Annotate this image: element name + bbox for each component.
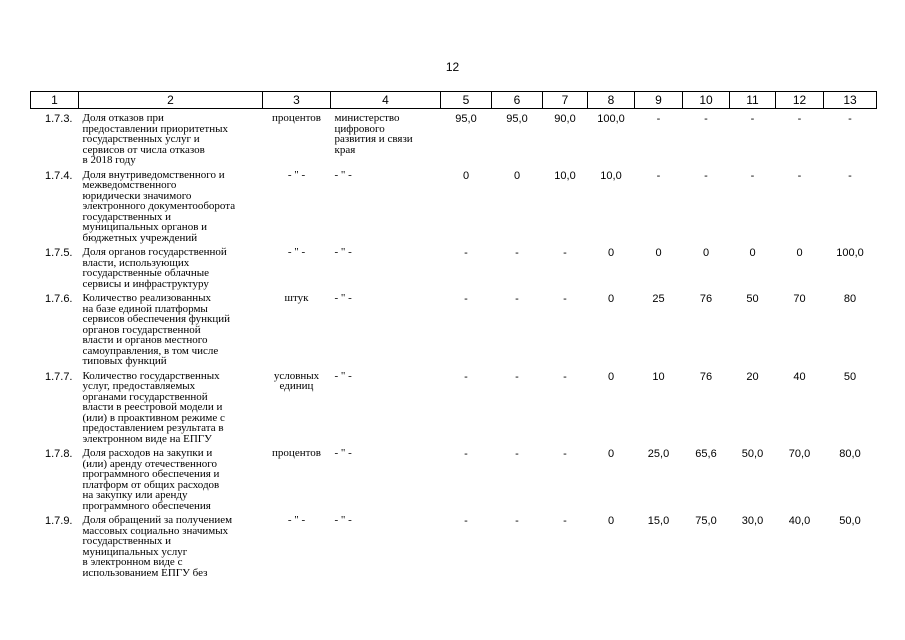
- value-col-8: 0: [607, 515, 615, 527]
- value-col-9: 25: [652, 293, 665, 305]
- responsible-agency: - " -: [334, 514, 352, 526]
- indicator-name: Доля органов государственной власти, использующих государственные облачные сервисы и инфраструктуру: [82, 246, 227, 290]
- value-col-10: 0: [702, 247, 710, 259]
- value-col-10: 76: [699, 293, 713, 305]
- table-row: [31, 511, 877, 578]
- responsible-agency: министерство цифрового развития и связи края: [334, 112, 413, 156]
- unit-of-measure: - " -: [287, 246, 306, 258]
- value-col-12: -: [797, 113, 802, 125]
- value-col-10: 65,6: [695, 448, 717, 460]
- value-col-6: -: [515, 247, 519, 259]
- value-col-12: 70: [793, 293, 806, 305]
- column-header-7: 7: [543, 92, 588, 109]
- column-header-12: 12: [776, 92, 824, 109]
- column-number-header-row: [31, 92, 877, 109]
- responsible-agency: - " -: [334, 369, 352, 382]
- value-col-11: 20: [746, 370, 759, 383]
- value-col-5: -: [464, 515, 468, 527]
- value-col-11: -: [750, 169, 755, 182]
- value-col-11: 50,0: [741, 448, 764, 460]
- value-col-5: -: [464, 370, 468, 383]
- value-col-13: 50: [843, 370, 857, 383]
- indicator-name: Доля обращений за получением массовых социально значимых государственных и муниципальных услуг в электронном виде с использованием ЕПГУ без: [82, 514, 233, 579]
- value-col-11: -: [750, 113, 755, 125]
- value-col-5: -: [464, 247, 468, 259]
- indicator-name: Доля расходов на закупки и (или) аренду отечественного программного обеспечения и платформ от общих расходов на закупку или аренду программного обеспечения: [82, 447, 220, 512]
- value-col-9: 25,0: [647, 448, 670, 460]
- value-col-9: -: [656, 169, 661, 182]
- column-header-13: 13: [824, 92, 877, 109]
- value-col-9: 0: [655, 247, 662, 259]
- value-col-11: 30,0: [741, 515, 764, 527]
- column-header-3: 3: [263, 92, 331, 109]
- value-col-6: 0: [513, 169, 521, 182]
- value-col-5: 95,0: [455, 113, 477, 125]
- value-col-8: 0: [607, 448, 615, 460]
- value-col-7: -: [563, 247, 567, 259]
- unit-of-measure: процентов: [272, 112, 321, 124]
- value-col-13: -: [848, 113, 852, 125]
- column-header-2: 2: [79, 92, 263, 109]
- value-col-7: -: [563, 515, 567, 527]
- value-col-13: 80,0: [839, 448, 861, 460]
- value-col-10: 75,0: [695, 515, 717, 527]
- value-col-12: 70,0: [788, 448, 811, 460]
- value-col-13: 80: [843, 293, 857, 305]
- column-header-9: 9: [635, 92, 683, 109]
- row-number: 1.7.9.: [44, 515, 73, 527]
- value-col-7: -: [563, 293, 567, 305]
- row-number: 1.7.8.: [44, 448, 73, 460]
- row-number: 1.7.5.: [44, 247, 73, 259]
- value-col-11: 0: [749, 247, 756, 259]
- page-number: 12: [445, 60, 460, 74]
- value-col-9: 10: [652, 370, 665, 383]
- value-col-8: 0: [607, 370, 615, 383]
- indicator-name: Доля отказов при предоставлении приоритетных государственных услуг и сервисов от числа отказов в 2018 году: [82, 112, 228, 166]
- table-row: [31, 243, 877, 289]
- value-col-8: 0: [607, 247, 615, 259]
- indicators-table: [30, 91, 877, 578]
- value-col-6: -: [515, 515, 519, 527]
- column-header-6: 6: [492, 92, 543, 109]
- value-col-7: 10,0: [554, 169, 576, 182]
- value-col-12: 40,0: [788, 515, 811, 527]
- column-header-8: 8: [588, 92, 635, 109]
- value-col-8: 10,0: [600, 169, 622, 182]
- column-header-5: 5: [441, 92, 492, 109]
- responsible-agency: - " -: [334, 447, 352, 459]
- value-col-13: 50,0: [839, 515, 861, 527]
- value-col-12: -: [797, 169, 802, 182]
- value-col-6: -: [515, 370, 519, 383]
- table-body: [31, 109, 877, 579]
- unit-of-measure: условных единиц: [273, 369, 320, 392]
- value-col-7: -: [563, 370, 567, 383]
- value-col-8: 100,0: [597, 113, 625, 125]
- value-col-6: -: [515, 293, 519, 305]
- table-row: [31, 166, 877, 244]
- column-header-11: 11: [730, 92, 776, 109]
- indicator-name: Количество государственных услуг, предоставляемых органами государственной власти в реестровой модели и (или) в проактивном режиме с предоставлением результата в электронном виде на ЕПГУ: [82, 369, 225, 445]
- responsible-agency: - " -: [334, 246, 352, 258]
- value-col-12: 40: [793, 370, 806, 383]
- value-col-5: -: [464, 448, 468, 460]
- unit-of-measure: процентов: [272, 447, 321, 459]
- value-col-10: -: [704, 113, 708, 125]
- value-col-13: 100,0: [836, 247, 864, 259]
- value-col-9: 15,0: [647, 515, 670, 527]
- table-row: [31, 444, 877, 511]
- value-col-6: 95,0: [506, 113, 528, 125]
- value-col-13: -: [848, 169, 852, 182]
- responsible-agency: - " -: [334, 292, 352, 304]
- value-col-8: 0: [607, 293, 615, 305]
- column-header-4: 4: [331, 92, 441, 109]
- table-row: [31, 289, 877, 367]
- table-row: [31, 109, 877, 166]
- value-col-6: -: [515, 448, 519, 460]
- row-number: 1.7.3.: [44, 113, 73, 125]
- value-col-7: 90,0: [554, 113, 576, 125]
- column-header-1: 1: [31, 92, 79, 109]
- value-col-11: 50: [746, 293, 759, 305]
- responsible-agency: - " -: [334, 168, 352, 181]
- unit-of-measure: - " -: [287, 514, 306, 526]
- column-header-10: 10: [683, 92, 730, 109]
- value-col-12: 0: [796, 247, 803, 259]
- value-col-10: -: [704, 169, 708, 182]
- value-col-7: -: [563, 448, 567, 460]
- value-col-5: 0: [462, 169, 470, 182]
- row-number: 1.7.4.: [44, 169, 73, 182]
- unit-of-measure: штук: [284, 292, 309, 304]
- row-number: 1.7.7.: [44, 370, 73, 383]
- value-col-10: 76: [699, 370, 713, 383]
- indicator-name: Доля внутриведомственного и межведомственного юридически значимого электронного документооборота государственных и муниципальных органов и бюджетных учреждений: [82, 168, 236, 244]
- value-col-9: -: [656, 113, 661, 125]
- row-number: 1.7.6.: [44, 293, 73, 305]
- value-col-5: -: [464, 293, 468, 305]
- unit-of-measure: - " -: [287, 168, 306, 181]
- indicator-name: Количество реализованных на базе единой платформы сервисов обеспечения функций органов государственной власти и органов местного самоуправления, в том числе типовых функций: [82, 292, 231, 367]
- table-row: [31, 367, 877, 445]
